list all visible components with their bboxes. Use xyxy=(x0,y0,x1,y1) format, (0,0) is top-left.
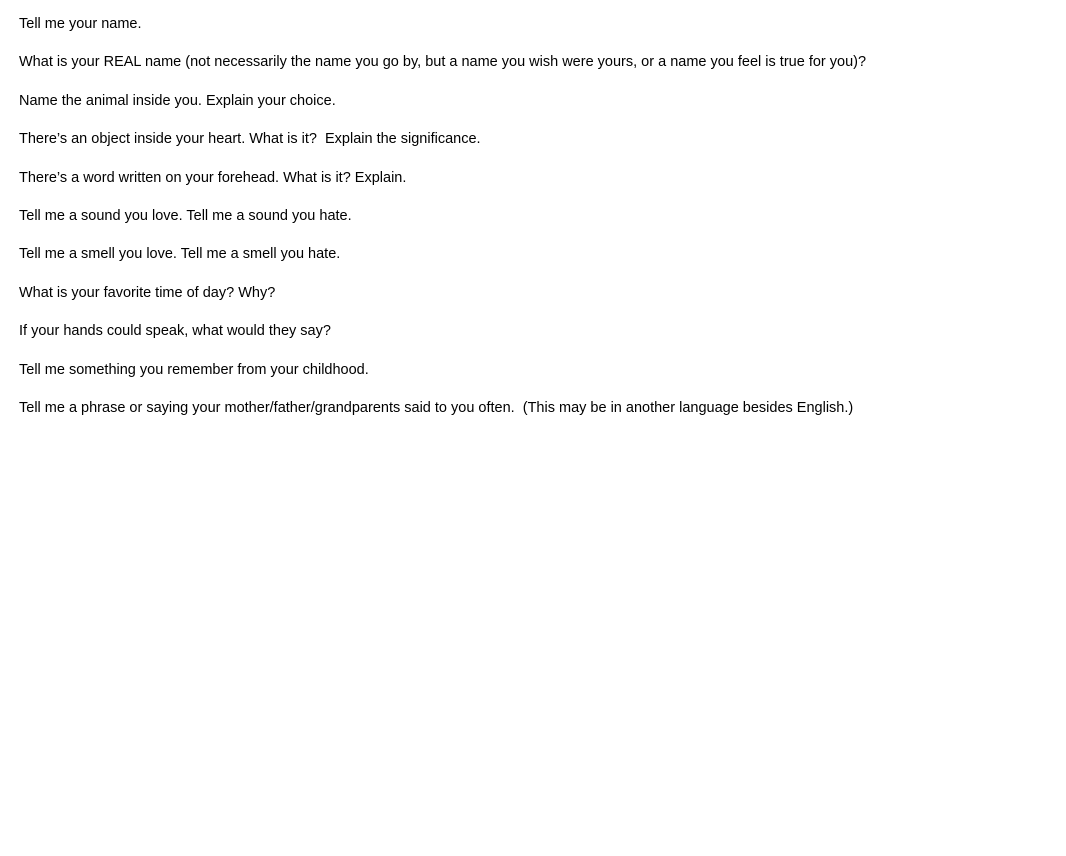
prompt-line-name: Tell me your name. xyxy=(19,16,142,32)
prompt-line-sound: Tell me a sound you love. Tell me a sound you hate. xyxy=(19,207,352,224)
prompt-line-family-saying: Tell me a phrase or saying your mother/father/grandparents said to you often. (This may be in another language besides English.) xyxy=(19,399,854,416)
prompt-line-time-of-day: What is your favorite time of day? Why? xyxy=(19,284,276,301)
prompt-line-animal: Name the animal inside you. Explain your choice. xyxy=(19,92,336,109)
prompt-line-smell: Tell me a smell you love. Tell me a smell you hate. xyxy=(19,246,341,263)
document-page xyxy=(19,14,1049,436)
prompt-line-heart-object: There’s an object inside your heart. What is it? Explain the significance. xyxy=(19,131,481,148)
prompt-line-hands: If your hands could speak, what would they say? xyxy=(19,323,331,340)
prompt-line-real-name: What is your REAL name (not necessarily the name you go by, but a name you wish were yours, or a name you feel is true for you)? xyxy=(19,54,867,71)
prompt-line-forehead-word: There’s a word written on your forehead. What is it? Explain. xyxy=(19,169,407,186)
prompt-line-childhood: Tell me something you remember from your childhood. xyxy=(19,361,369,378)
